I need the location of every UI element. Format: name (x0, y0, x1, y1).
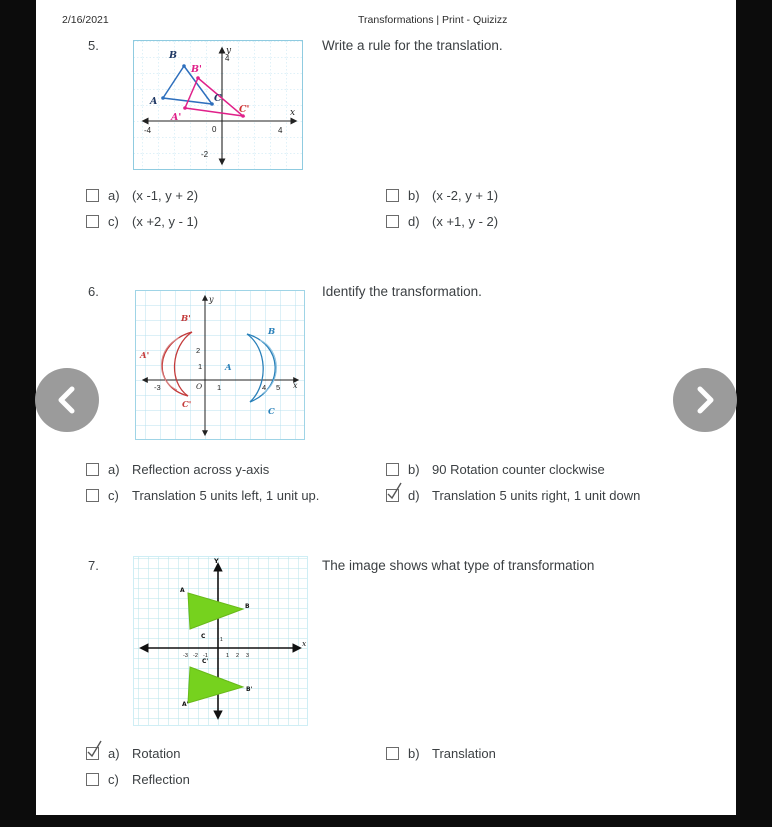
page-title: Transformations | Print - Quizizz (358, 14, 508, 26)
tick-neg1: -1 (203, 653, 208, 659)
point-a-prime (183, 106, 187, 110)
label-c-prime: C' (182, 400, 192, 410)
tick-x4: 4 (262, 383, 267, 392)
label-c: C (214, 93, 222, 104)
option-label: Rotation (132, 746, 181, 761)
tick-neg3: -3 (154, 383, 161, 392)
option-key: b) (408, 188, 420, 203)
page-date: 2/16/2021 (62, 14, 109, 26)
label-a: A (180, 587, 185, 594)
option-label: Translation 5 units right, 1 unit down (432, 488, 641, 503)
checkbox-q7-c[interactable] (86, 773, 99, 786)
tick-x1: 1 (217, 383, 222, 392)
tick-3: 3 (246, 653, 250, 659)
label-b-prime: B' (246, 686, 253, 693)
label-b-prime: B' (181, 314, 191, 324)
tick-neg2: -2 (201, 150, 209, 159)
checkbox-q6-d[interactable] (386, 489, 399, 502)
tick-y4: 4 (225, 54, 230, 63)
option-label: (x +1, y - 2) (432, 214, 499, 229)
tick-zero: 0 (212, 125, 217, 134)
question-5-graph (133, 40, 303, 170)
option-key: b) (408, 746, 420, 761)
x-axis-label: x (302, 639, 307, 648)
x-axis-label: x (290, 108, 296, 118)
option-key: b) (408, 462, 420, 477)
label-b: B (268, 327, 276, 337)
question-5-prompt: Write a rule for the translation. (322, 38, 503, 53)
option-label: 90 Rotation counter clockwise (432, 462, 605, 477)
option-q5-c[interactable] (86, 214, 198, 229)
checkbox-q5-a[interactable] (86, 189, 99, 202)
checkbox-q7-a[interactable] (86, 747, 99, 760)
checkbox-q7-b[interactable] (386, 747, 399, 760)
label-a: A (225, 363, 232, 373)
point-a (161, 96, 165, 100)
checkbox-q6-c[interactable] (86, 489, 99, 502)
question-6-prompt: Identify the transformation. (322, 284, 482, 299)
y-axis-label: y (209, 295, 214, 304)
option-q5-b[interactable] (386, 188, 498, 203)
tick-y1: 1 (220, 637, 223, 643)
label-b-prime: B' (191, 64, 202, 75)
checkbox-q5-d[interactable] (386, 215, 399, 228)
x-axis-label: x (293, 381, 298, 390)
option-key: c) (108, 214, 119, 229)
option-label: Reflection across y-axis (132, 462, 270, 477)
label-c: C (268, 407, 275, 417)
question-7-graph (133, 556, 308, 726)
y-axis-label: y (226, 46, 232, 56)
option-q7-a[interactable] (86, 746, 180, 761)
prev-page-button[interactable] (35, 368, 99, 432)
tick-2: 2 (236, 653, 240, 659)
option-key: a) (108, 746, 120, 761)
option-key: a) (108, 462, 120, 477)
tick-neg2: -2 (193, 653, 198, 659)
tick-x5: 5 (276, 383, 281, 392)
option-label: Translation (432, 746, 496, 761)
option-q6-d[interactable] (386, 488, 640, 503)
option-label: (x -2, y + 1) (432, 188, 499, 203)
option-label: Translation 5 units left, 1 unit up. (132, 488, 320, 503)
option-key: d) (408, 214, 420, 229)
print-page (36, 0, 736, 815)
checkbox-q6-a[interactable] (86, 463, 99, 476)
tick-y2: 2 (196, 346, 201, 355)
chevron-left-icon (35, 368, 99, 432)
option-q6-a[interactable] (86, 462, 269, 477)
option-key: c) (108, 772, 119, 787)
option-q5-a[interactable] (86, 188, 198, 203)
grid (134, 41, 302, 169)
label-a-prime: A' (140, 351, 150, 361)
label-a-prime: A' (182, 701, 189, 708)
y-axis-label: Y (214, 557, 219, 565)
tick-1: 1 (226, 653, 230, 659)
label-a: A (150, 96, 158, 107)
option-label: Reflection (132, 772, 190, 787)
point-b (182, 64, 186, 68)
origin-label: O (196, 382, 203, 391)
label-a-prime: A' (171, 112, 182, 123)
checkbox-q6-b[interactable] (386, 463, 399, 476)
question-6-graph (135, 290, 305, 440)
label-c: C (201, 633, 206, 640)
option-key: a) (108, 188, 120, 203)
question-6-number: 6. (88, 284, 99, 299)
label-c-prime: C' (239, 104, 250, 115)
option-key: d) (408, 488, 420, 503)
checkbox-q5-b[interactable] (386, 189, 399, 202)
option-q7-c[interactable] (86, 772, 190, 787)
option-q6-c[interactable] (86, 488, 319, 503)
question-7-prompt: The image shows what type of transformation (322, 558, 595, 573)
question-7-number: 7. (88, 558, 99, 573)
option-label: (x +2, y - 1) (132, 214, 199, 229)
tick-neg3: -3 (183, 653, 188, 659)
next-page-button[interactable] (673, 368, 737, 432)
checkbox-q5-c[interactable] (86, 215, 99, 228)
option-key: c) (108, 488, 119, 503)
option-q7-b[interactable] (386, 746, 496, 761)
question-5-number: 5. (88, 38, 99, 53)
chevron-right-icon (673, 368, 737, 432)
label-c-prime: C' (202, 658, 209, 665)
label-b: B (245, 603, 250, 610)
option-label: (x -1, y + 2) (132, 188, 199, 203)
tick-y1: 1 (198, 362, 203, 371)
option-q5-d[interactable] (386, 214, 498, 229)
tick-neg4: -4 (144, 126, 152, 135)
option-q6-b[interactable] (386, 462, 605, 477)
tick-pos4: 4 (278, 126, 283, 135)
point-b-prime (196, 76, 200, 80)
label-b: B (169, 50, 178, 61)
